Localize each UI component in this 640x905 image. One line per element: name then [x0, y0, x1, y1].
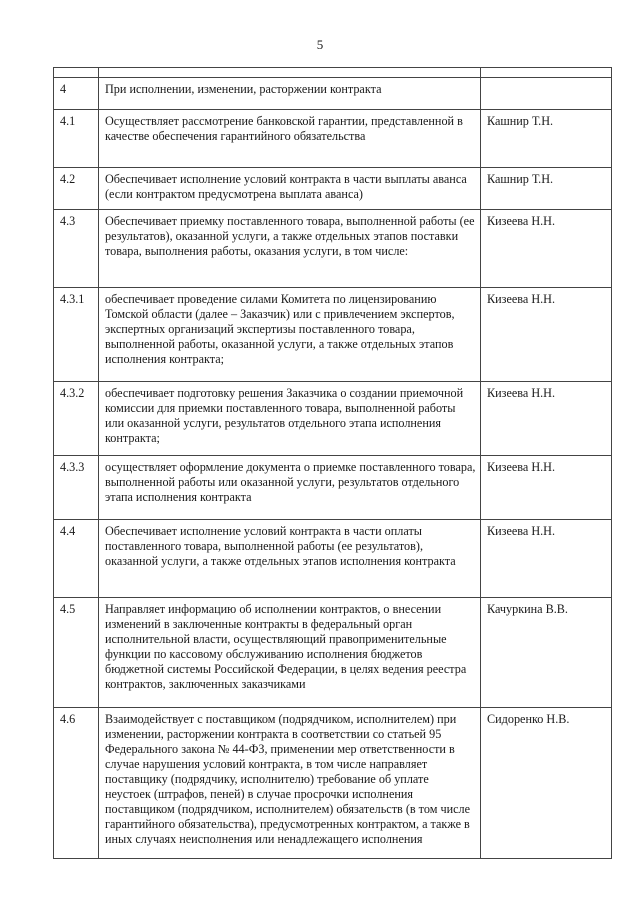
table-cell [54, 68, 99, 78]
row-number: 4.5 [54, 598, 99, 708]
row-description: Обеспечивает исполнение условий контракта в части выплаты аванса (если контрактом предусмотрена выплата аванса) [99, 168, 481, 210]
table-row [54, 708, 612, 859]
row-number: 4.1 [54, 110, 99, 168]
row-description: Обеспечивает исполнение условий контракта в части оплаты поставленного товара, выполненной работы (ее результатов), оказанной услуги, а также отдельных этапов исполнения контракта [99, 520, 481, 598]
table-row [54, 598, 612, 708]
table-row [54, 78, 612, 110]
row-number: 4.3.3 [54, 456, 99, 520]
row-description: осуществляет оформление документа о приемке поставленного товара, выполненной работы или оказанной услуги, результатов отдельного этапа исполнения контракта [99, 456, 481, 520]
row-responsible: Кашнир Т.Н. [481, 110, 612, 168]
row-description: обеспечивает проведение силами Комитета по лицензированию Томской области (далее – Заказчик) или с привлечением экспертов, экспертных организаций экспертизы поставленного товара, выполненной работы, оказанной услуги, а также отдельных этапов исполнения контракта; [99, 288, 481, 382]
row-responsible: Кизеева Н.Н. [481, 456, 612, 520]
row-responsible: Качуркина В.В. [481, 598, 612, 708]
row-description: Осуществляет рассмотрение банковской гарантии, представленной в качестве обеспечения гарантийного обязательства [99, 110, 481, 168]
row-responsible: Кизеева Н.Н. [481, 520, 612, 598]
row-responsible [481, 78, 612, 110]
table-row [54, 520, 612, 598]
row-number: 4.6 [54, 708, 99, 859]
row-responsible: Кизеева Н.Н. [481, 288, 612, 382]
row-responsible: Кизеева Н.Н. [481, 210, 612, 288]
row-description: обеспечивает подготовку решения Заказчика о создании приемочной комиссии для приемки поставленного товара, выполненной работы или оказанной услуги, результатов отдельного этапа исполнения контракта; [99, 382, 481, 456]
row-number: 4.4 [54, 520, 99, 598]
table-header-spacer-row [54, 68, 612, 78]
table-cell [99, 68, 481, 78]
row-number: 4.3.1 [54, 288, 99, 382]
table-row [54, 210, 612, 288]
responsibilities-table [53, 67, 612, 859]
row-number: 4.3 [54, 210, 99, 288]
table-row [54, 456, 612, 520]
row-number: 4.3.2 [54, 382, 99, 456]
row-number: 4.2 [54, 168, 99, 210]
table-row [54, 110, 612, 168]
row-responsible: Сидоренко Н.В. [481, 708, 612, 859]
row-description: Обеспечивает приемку поставленного товара, выполненной работы (ее результатов), оказанной услуги, а также отдельных этапов поставки товара, выполнения работы, оказания услуги, в том числе: [99, 210, 481, 288]
row-description: Взаимодействует с поставщиком (подрядчиком, исполнителем) при изменении, расторжении контракта в соответствии со статьей 95 Федерального закона № 44-ФЗ, применении мер ответственности в случае нарушения условий контракта, в том числе направляет поставщику (подрядчику, исполнителю) требование об уплате неустоек (штрафов, пеней) в случае просрочки исполнения поставщиком (подрядчиком, исполнителем) обязательств (в том числе гарантийного обязательства), предусмотренных контрактом, а также в иных случаях неисполнения или ненадлежащего исполнения [99, 708, 481, 859]
table-row [54, 382, 612, 456]
page-number: 5 [316, 37, 324, 52]
row-number: 4 [54, 78, 99, 110]
table-cell [481, 68, 612, 78]
row-description: Направляет информацию об исполнении контрактов, о внесении изменений в заключенные контракты в федеральный орган исполнительной власти, осуществляющий правоприменительные функции по кассовому обслуживанию исполнения бюджетов бюджетной системы Российской Федерации, в целях ведения реестра контрактов, заключенных заказчиками [99, 598, 481, 708]
table-row [54, 288, 612, 382]
row-responsible: Кизеева Н.Н. [481, 382, 612, 456]
table-row [54, 168, 612, 210]
row-responsible: Кашнир Т.Н. [481, 168, 612, 210]
row-description: При исполнении, изменении, расторжении контракта [99, 78, 481, 110]
